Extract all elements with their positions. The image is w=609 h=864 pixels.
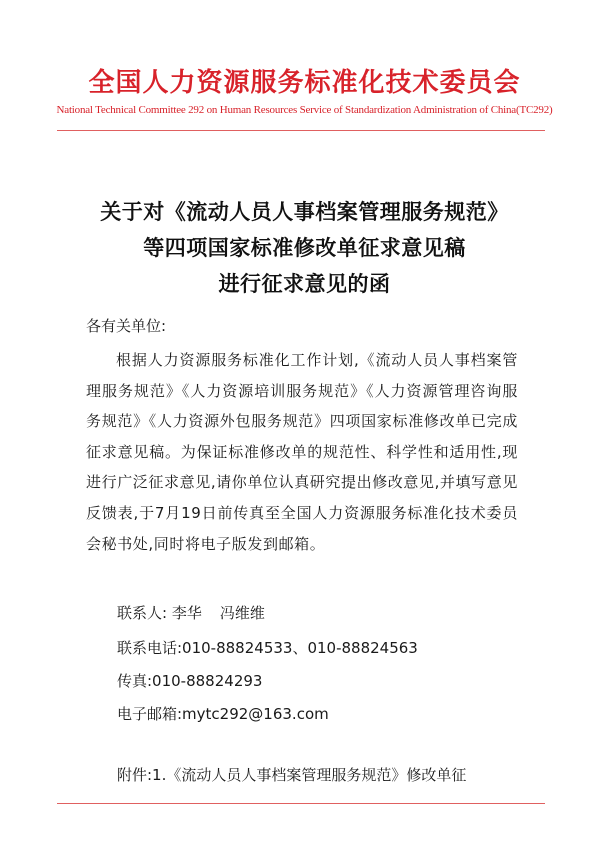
contact-phone: 联系电话:010-88824533、010-88824563 — [117, 639, 418, 657]
contact-email: 电子邮箱:mytc292@163.com — [117, 705, 329, 723]
title-line-3: 进行征求意见的函 — [218, 271, 391, 296]
title-line-2: 等四项国家标准修改单征求意见稿 — [143, 235, 466, 260]
contact-person-label: 联系人: — [117, 604, 168, 622]
salutation: 各有关单位: — [86, 317, 167, 335]
header-divider — [57, 130, 545, 131]
contact-person-1: 李华 — [171, 604, 202, 622]
body-paragraph: 根据人力资源服务标准化工作计划,《流动人员人事档案管理服务规范》《人力资源培训服务规范》《人力资源管理咨询服务规范》《人力资源外包服务规范》四项国家标准修改单已完成征求意见稿。为保证标准修改单的规范性、科学性和适用性,现进行广泛征求意见,请你单位认真研究提出修改意见,并填写意见反馈表,于7月19日前传真至全国人力资源服务标准化技术委员会秘书处,同时将电子版发到邮箱。 — [86, 351, 518, 553]
contact-person-2: 冯维维 — [219, 604, 265, 622]
contact-person — [117, 602, 265, 623]
committee-name-en: National Technical Committee 292 on Human Resources Service of Standardization Administration of China(TC292) — [56, 104, 553, 116]
footer-divider — [57, 803, 545, 804]
attachment-line: 附件:1.《流动人员人事档案管理服务规范》修改单征 — [117, 766, 467, 784]
committee-name: 全国人力资源服务标准化技术委员会 — [88, 68, 521, 98]
title-line-1: 关于对《流动人员人事档案管理服务规范》 — [100, 199, 509, 224]
contact-fax: 传真:010-88824293 — [117, 672, 263, 690]
